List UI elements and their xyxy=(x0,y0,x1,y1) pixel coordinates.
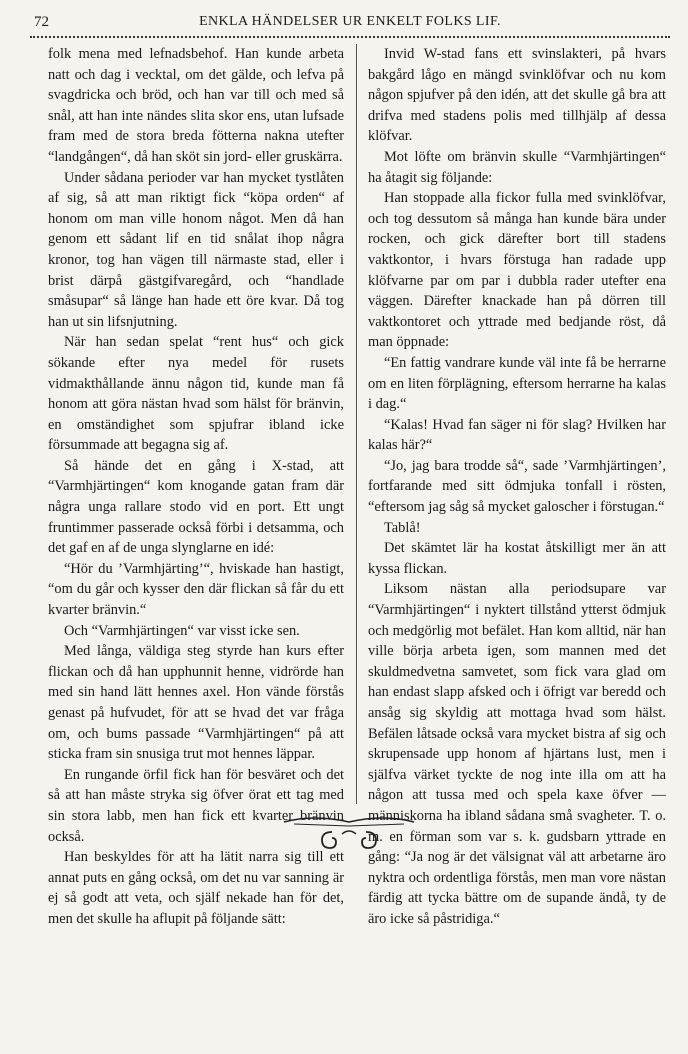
paragraph: Tablå! xyxy=(384,519,421,536)
page-header xyxy=(30,12,670,38)
header-rule xyxy=(30,36,670,38)
paragraph: Det skämtet lär ha kostat åtskilligt mer än att kyssa flickan. xyxy=(368,540,666,577)
paragraph: “Kalas! Hvad fan säger ni för slag? Hvilken har kalas här?“ xyxy=(368,416,666,454)
paragraph: Han stoppade alla fickor fulla med svinklöfvar, och tog dessutom så många han kunde bära under rocken, och gick därefter bort till stadens vaktkontor, i hvars förstuga han radade upp klöfvarne par om par i dubbla rader utefter ena väggen. Därefter knackade han på dörren till vaktkontoret och yttrade med bedjande röst, då man öppnade: xyxy=(368,190,666,351)
paragraph: folk mena med lefnadsbehof. Han kunde arbeta natt och dag i vecktal, om det gälde, och lefva på svagdricka och bröd, och han var till och med så snål, att han inte nändes slita skor ens, utan lufsade fram med de stora breda fötterna nakna utefter “landgången“, då han sköt sin jord- eller gruskärra. xyxy=(48,46,344,165)
scroll-ornament-icon xyxy=(274,812,424,852)
paragraph: “En fattig vandrare kunde väl inte få be herrarne om en liten förplägning, eftersom herrarne ha kalas i dag.“ xyxy=(368,354,666,413)
paragraph: “Jo, jag bara trodde så“, sade ’Varmhjärtingen’, fortfarande med sitt ödmjuka tonfall i rösten, “eftersom jag såg så mycket galoscher i förstugan.“ xyxy=(368,457,666,516)
column-divider xyxy=(356,44,357,804)
left-text-column xyxy=(48,44,344,930)
paragraph: Med långa, väldiga steg styrde han kurs efter flickan och då han upphunnit henne, vidrörde han med sin hand lätt hennes axel. Hon vände förstås genast på hufvudet, för att se hvad det var fråga om, och bums passade “Varmhjärtingen“ på att sticka fram sin snusiga trut mot hennes läppar. xyxy=(48,643,344,763)
paragraph: Invid W-stad fans ett svinslakteri, på hvars bakgård lågo en mängd svinklöfvar och nu kom någon spjufver på den idén, att det skulle gå bra att drifva med stadens polis med tillhjälp af dessa klöfvar. xyxy=(368,46,666,145)
paragraph: Så hände det en gång i X-stad, att “Varmhjärtingen“ kom knogande gatan fram där några unga rallare stodo vid en port. Ett ungt fruntimmer passerade också förbi i detsamma, och det gaf en af de unga slynglarne en idé: xyxy=(48,457,344,557)
paragraph: När han sedan spelat “rent hus“ och gick sökande efter nya medel för rusets vidmakthållande ännu någon tid, kunde man få honom att göra nästan hvad som hälst för bränvin, en omständighet som spjufrar ibland icke försummade att begagna sig af. xyxy=(48,334,344,454)
running-title: ENKLA HÄNDELSER UR ENKELT FOLKS LIF. xyxy=(199,14,501,29)
right-text-column xyxy=(368,44,666,930)
paragraph: En rungande örfil fick han för besväret och det så att han måste stryka sig öfver örat ett tag med sin stora labb, men han fick ett kvarter bränvin också. xyxy=(48,766,344,845)
paragraph: Under sådana perioder var han mycket tystlåten af sig, så att man riktigt fick “köpa orden“ af honom om man ville honom något. Men då han genom ett sådant lif en tid snålat ihop några kronor, tog han vägen till närmaste stad, eller i brist därpå gästgifvaregård, och “handlade småsupar“ så länge han hade ett öre kvar. Då tog han ut sin lifsnjutning. xyxy=(48,169,344,330)
paragraph: Och “Varmhjärtingen“ var visst icke sen. xyxy=(64,622,300,639)
page-number: 72 xyxy=(34,14,49,30)
paragraph: “Hör du ’Varmhjärting’“, hviskade han hastigt, “om du går och kysser den där flickan så får du ett kvarter bränvin.“ xyxy=(48,560,344,619)
paragraph: Han beskyldes för att ha lätit narra sig till ett annat puts en gång också, om det nu var sanning är ej så godt att veta, och själf nekade han för det, men det skulle ha aflupit på följande sätt: xyxy=(48,849,344,927)
paragraph: Mot löfte om bränvin skulle “Varmhjärtingen“ ha åtagit sig följande: xyxy=(368,148,666,186)
paragraph: Liksom nästan alla periodsupare var “Varmhjärtingen“ i nyktert tillstånd ytterst ödmjuk och medgörlig mot befälet. Han kom alltid, när han ville börja arbeta igen, som mannen med det skuldmedvetna samvetet, som fick vara glad om han endast slapp afsked och i öfrigt var beredd och ansåg sig skyldig att mottaga hvad som hälst. Befälen låtsade också vara mycket bistra af sig och skrupensade upp honom af hjärtans lust, men i själfva värket tyckte de nog inte illa om att ha någon att tussa med och spela kaxe öfver — människorna ha ibland sådana små svagheter. T. o. m. en förman som var s. k. gudsbarn yttrade en gång: “Ja nog är det välsignat väl att arbetarne äro nyktra och ordentliga förstås, men man vore nästan färdig att tycka bättre om de supande ändå, ty de äro icke så påstridiga.“ xyxy=(368,581,666,927)
